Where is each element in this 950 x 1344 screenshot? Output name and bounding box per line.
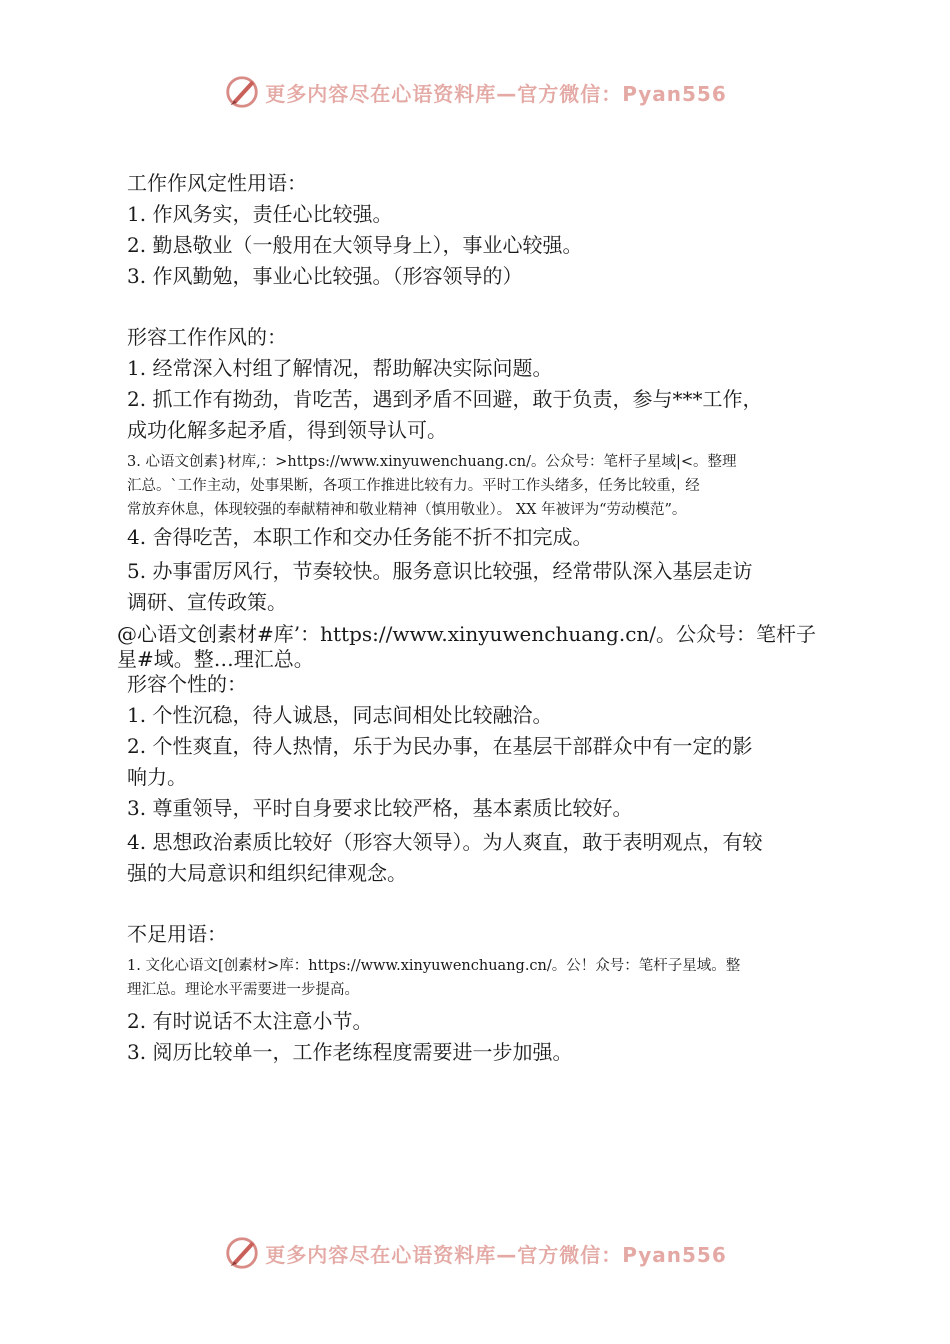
footer-banner bbox=[0, 1233, 950, 1273]
watermark-line: @心语文创素材#库’：https://www.xinyuwenchuang.cn/。公众号：笔杆子 bbox=[117, 622, 817, 646]
list-item: 4. 舍得吃苦，本职工作和交办任务能不折不扣完成。 bbox=[127, 525, 593, 549]
list-item: 3. 心语文创素}材库,：>https://www.xinyuwenchuang.cn/。公众号：笔杆子星域|<。整理 bbox=[127, 454, 737, 470]
list-item-continuation: 汇总。`工作主动，处事果断，各项工作推进比较有力。平时工作头绪多，任务比较重，经 bbox=[127, 478, 700, 494]
list-item-continuation: 响力。 bbox=[127, 765, 187, 789]
section-heading: 工作作风定性用语： bbox=[127, 171, 307, 195]
list-item: 2. 抓工作有拗劲，肯吃苦，遇到矛盾不回避，敢于负责，参与***工作， bbox=[127, 387, 763, 411]
list-item: 2. 个性爽直，待人热情，乐于为民办事，在基层干部群众中有一定的影 bbox=[127, 734, 753, 758]
list-item: 2. 有时说话不太注意小节。 bbox=[127, 1009, 373, 1033]
list-item: 1. 文化心语文[创素材>库：https://www.xinyuwenchuang.cn/。公！众号：笔杆子星域。整 bbox=[127, 958, 741, 974]
section-heading: 形容个性的： bbox=[127, 672, 247, 696]
brand-logo-icon bbox=[223, 1234, 261, 1272]
header-banner bbox=[0, 72, 950, 112]
list-item-continuation: 强的大局意识和组织纪律观念。 bbox=[127, 861, 407, 885]
watermark-line: 星#域。整…理汇总。 bbox=[117, 647, 314, 671]
list-item: 1. 经常深入村组了解情况，帮助解决实际问题。 bbox=[127, 356, 553, 380]
section-heading: 形容工作作风的： bbox=[127, 325, 287, 349]
list-item: 3. 阅历比较单一，工作老练程度需要进一步加强。 bbox=[127, 1040, 573, 1064]
list-item: 1. 作风务实，责任心比较强。 bbox=[127, 202, 393, 226]
list-item: 3. 尊重领导，平时自身要求比较严格，基本素质比较好。 bbox=[127, 796, 633, 820]
list-item-continuation: 常放弃休息，体现较强的奉献精神和敬业精神（慎用敬业）。 XX 年被评为“劳动模范”。 bbox=[127, 502, 687, 518]
banner-text: 更多内容尽在心语资料库—官方微信：Pyan556 bbox=[265, 1242, 727, 1267]
list-item: 2. 勤恳敬业（一般用在大领导身上），事业心较强。 bbox=[127, 233, 583, 257]
list-item-continuation: 调研、宣传政策。 bbox=[127, 590, 287, 614]
brand-logo-icon bbox=[223, 73, 261, 111]
document-body bbox=[117, 168, 847, 1068]
section-heading: 不足用语： bbox=[127, 922, 227, 946]
banner-text: 更多内容尽在心语资料库—官方微信：Pyan556 bbox=[265, 81, 727, 106]
list-item: 5. 办事雷厉风行，节奏较快。服务意识比较强，经常带队深入基层走访 bbox=[127, 559, 753, 583]
list-item: 4. 思想政治素质比较好（形容大领导）。为人爽直，敢于表明观点，有较 bbox=[127, 830, 763, 854]
list-item-continuation: 成功化解多起矛盾，得到领导认可。 bbox=[127, 418, 447, 442]
list-item-continuation: 理汇总。理论水平需要进一步提高。 bbox=[127, 982, 359, 998]
list-item: 3. 作风勤勉，事业心比较强。（形容领导的） bbox=[127, 264, 523, 288]
list-item: 1. 个性沉稳，待人诚恳，同志间相处比较融洽。 bbox=[127, 703, 553, 727]
